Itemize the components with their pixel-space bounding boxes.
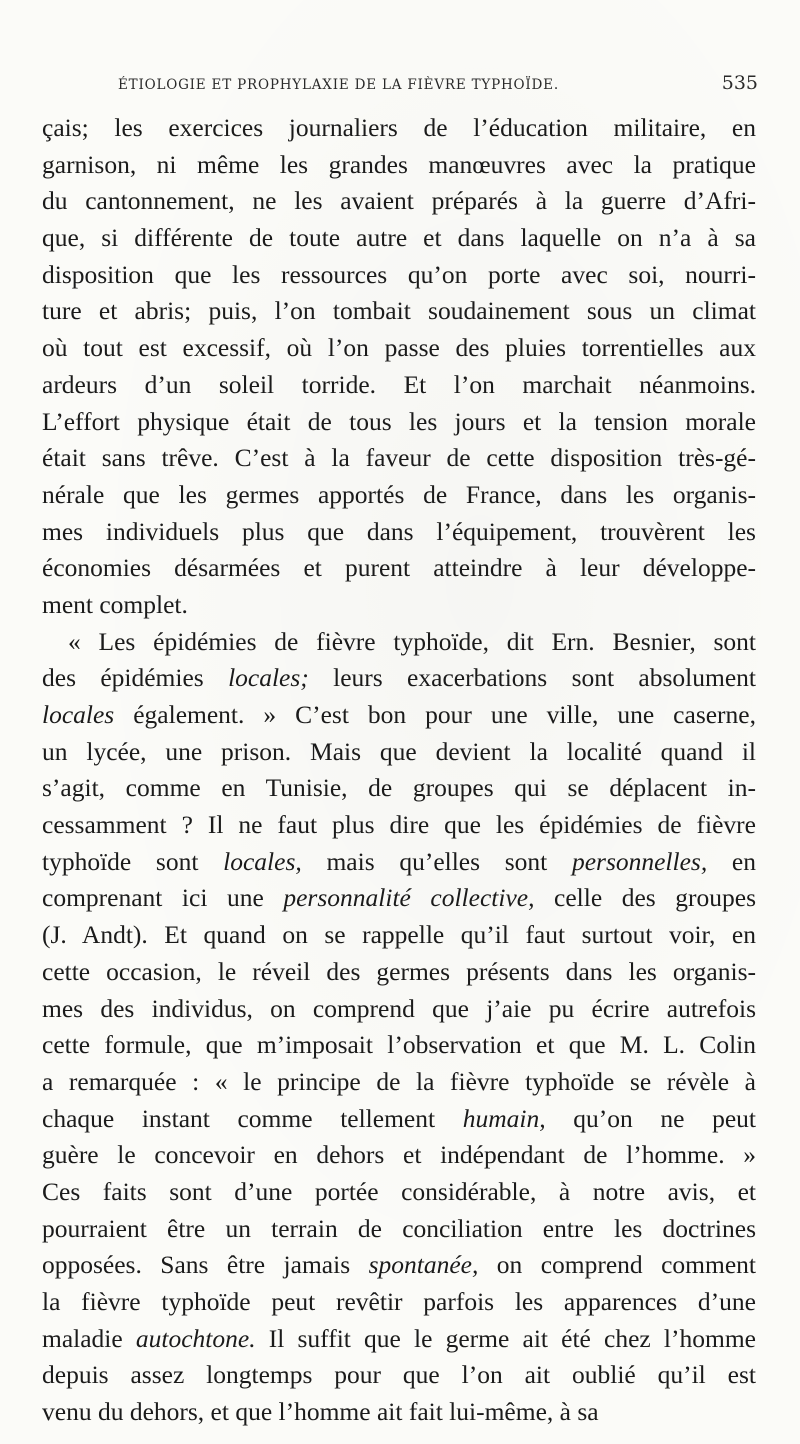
text-run: comprenant ici une bbox=[42, 883, 284, 913]
text-line bbox=[42, 330, 756, 367]
text-run: venu du dehors, et que l’homme ait fait lui-même, à sa bbox=[42, 1397, 599, 1427]
body-text bbox=[42, 110, 756, 1431]
text-run: mais qu’elles sont bbox=[301, 846, 572, 876]
text-run: chaque instant comme tellement bbox=[42, 1103, 463, 1133]
text-run: des épidémies bbox=[42, 663, 229, 693]
running-head bbox=[118, 72, 758, 100]
text-line bbox=[42, 110, 756, 147]
text-line bbox=[42, 1174, 756, 1211]
text-line bbox=[42, 404, 756, 441]
text-run: guère le concevoir en dehors et indépendant de l’homme. » bbox=[42, 1140, 756, 1170]
text-run: a remarquée : « le principe de la fièvre typhoïde se révèle à bbox=[42, 1066, 756, 1096]
italic-text: locales bbox=[42, 700, 115, 729]
text-line bbox=[42, 550, 756, 587]
text-run: cette formule, que m’imposait l’observation et que M. L. Colin bbox=[42, 1030, 756, 1060]
text-run: la fièvre typhoïde peut revêtir parfois les apparences d’une bbox=[42, 1287, 756, 1316]
text-run: pourraient être un terrain de conciliation entre les doctrines bbox=[42, 1213, 756, 1243]
text-run: (J. Andt). Et quand on se rappelle qu’il faut surtout voir, en bbox=[42, 920, 756, 950]
running-title: ÉTIOLOGIE ET PROPHYLAXIE DE LA FIÈVRE TYPHOÏDE. bbox=[118, 77, 559, 93]
text-line bbox=[42, 624, 756, 661]
text-run: celle des groupes bbox=[534, 883, 756, 913]
text-line bbox=[42, 1101, 756, 1138]
text-run: ment complet. bbox=[42, 589, 188, 619]
italic-text: spontanée, bbox=[368, 1250, 479, 1280]
italic-text: locales, bbox=[223, 846, 302, 876]
text-line bbox=[42, 697, 756, 734]
text-run: cette occasion, le réveil des germes présents dans les organis- bbox=[42, 956, 756, 986]
text-line bbox=[42, 880, 756, 917]
text-run: en bbox=[707, 846, 757, 876]
text-line bbox=[42, 220, 756, 257]
text-line bbox=[42, 660, 756, 697]
text-run: était sans trêve. C’est à la faveur de cette disposition très-gé- bbox=[42, 443, 756, 473]
text-line bbox=[42, 257, 756, 294]
text-line bbox=[42, 1247, 756, 1284]
text-run: ture et abris; puis, l’on tombait soudainement sous un climat bbox=[42, 296, 756, 326]
text-line bbox=[42, 844, 756, 881]
text-run: s’agit, comme en Tunisie, de groupes qui se déplacent in- bbox=[42, 773, 756, 803]
text-line bbox=[42, 1357, 756, 1394]
text-run: opposées. Sans être jamais bbox=[42, 1250, 369, 1280]
text-line bbox=[42, 183, 756, 220]
text-line bbox=[42, 477, 756, 514]
text-run: que, si différente de toute autre et dans laquelle on n’a à sa bbox=[42, 223, 756, 253]
text-line bbox=[42, 1284, 756, 1321]
text-line bbox=[42, 734, 756, 771]
text-run: disposition que les ressources qu’on porte avec soi, nourri- bbox=[42, 259, 756, 289]
text-line bbox=[42, 1394, 756, 1431]
text-run: garnison, ni même les grandes manœuvres avec la pratique bbox=[42, 149, 756, 179]
text-line bbox=[42, 514, 756, 551]
text-line bbox=[42, 807, 756, 844]
text-run: nérale que les germes apportés de France, dans les organis- bbox=[42, 479, 756, 509]
text-line bbox=[42, 367, 756, 404]
italic-text: locales; bbox=[228, 663, 309, 693]
text-line bbox=[42, 1064, 756, 1101]
text-run: qu’on ne peut bbox=[545, 1103, 756, 1133]
text-line bbox=[42, 587, 756, 624]
text-run: Il suffit que le germe ait été chez l’homme bbox=[255, 1323, 756, 1353]
text-run: économies désarmées et purent atteindre à leur développe- bbox=[42, 553, 756, 583]
text-run: mes des individus, on comprend que j’aie pu écrire autrefois bbox=[42, 993, 756, 1023]
text-run: Ces faits sont d’une portée considérable, à notre avis, et bbox=[42, 1176, 756, 1206]
text-line bbox=[42, 954, 756, 991]
text-run: également. » C’est bon pour une ville, une caserne, bbox=[114, 700, 756, 729]
text-run: on comprend comment bbox=[478, 1250, 757, 1280]
text-line bbox=[42, 991, 756, 1028]
text-run: leurs exacerbations sont absolument bbox=[308, 663, 756, 693]
text-line bbox=[42, 440, 756, 477]
text-run: depuis assez longtemps pour que l’on ait oublié qu’il est bbox=[42, 1360, 756, 1390]
page-number: 535 bbox=[721, 72, 758, 94]
text-run: cessamment ? Il ne faut plus dire que les épidémies de fièvre bbox=[42, 810, 756, 840]
text-run: du cantonnement, ne les avaient préparés à la guerre d’Afri- bbox=[42, 186, 756, 216]
text-run: « Les épidémies de fièvre typhoïde, dit Ern. Besnier, sont bbox=[68, 626, 756, 656]
text-line bbox=[42, 770, 756, 807]
text-run: çais; les exercices journaliers de l’éducation militaire, en bbox=[42, 113, 756, 142]
text-line bbox=[42, 1137, 756, 1174]
text-line bbox=[42, 1211, 756, 1248]
italic-text: humain, bbox=[462, 1103, 546, 1133]
text-run: L’effort physique était de tous les jours et la tension morale bbox=[42, 406, 756, 436]
text-line bbox=[42, 917, 756, 954]
text-line bbox=[42, 293, 756, 330]
text-run: ardeurs d’un soleil torride. Et l’on marchait néanmoins. bbox=[42, 369, 756, 399]
text-run: un lycée, une prison. Mais que devient la localité quand il bbox=[42, 736, 756, 766]
text-run: mes individuels plus que dans l’équipement, trouvèrent les bbox=[42, 516, 756, 546]
text-run: maladie bbox=[42, 1323, 136, 1353]
italic-text: personnalité collective, bbox=[283, 883, 535, 913]
text-run: typhoïde sont bbox=[42, 846, 224, 876]
text-line bbox=[42, 1321, 756, 1358]
text-run: où tout est excessif, où l’on passe des pluies torrentielles aux bbox=[42, 333, 756, 363]
italic-text: personnelles, bbox=[571, 846, 708, 876]
text-line bbox=[42, 147, 756, 184]
italic-text: autochtone. bbox=[135, 1323, 256, 1353]
text-line bbox=[42, 1027, 756, 1064]
